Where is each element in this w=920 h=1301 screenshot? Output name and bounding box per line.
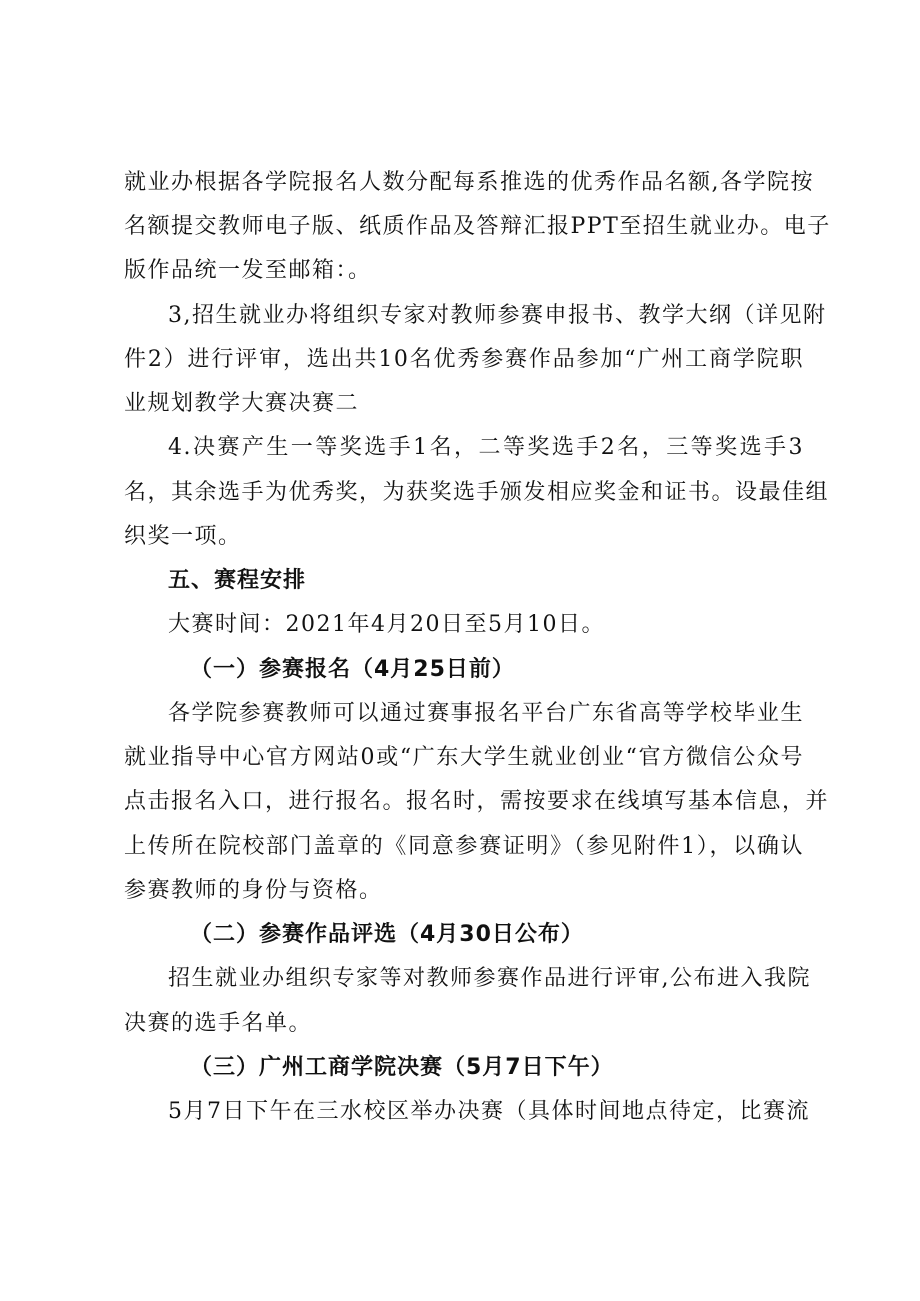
- paragraph-2-line-2: 件2）进行评审，选出共10名优秀参赛作品参加“广州工商学院职: [124, 347, 804, 372]
- paragraph-1-line-3: 版作品统一发至邮箱：。: [124, 258, 372, 283]
- paragraph-6-line-1: 招生就业办组织专家等对教师参赛作品进行评审,公布进入我院: [168, 966, 811, 991]
- paragraph-3-line-2: 名，其余选手为优秀奖，为获奖选手颁发相应奖金和证书。设最佳组: [124, 480, 830, 505]
- paragraph-5-line-3: 点击报名入口，进行报名。报名时，需按要求在线填写基本信息，并: [124, 789, 830, 814]
- subheading-registration: （一）参赛报名（4月25日前）: [190, 657, 515, 682]
- paragraph-5-line-2: 就业指导中心官方网站0或“广东大学生就业创业“官方微信公众号: [124, 745, 804, 770]
- paragraph-2-line-3: 业规划教学大赛决赛二: [124, 391, 360, 416]
- paragraph-1-line-2: 名额提交教师电子版、纸质作品及答辩汇报PPT至招生就业办。电子: [124, 214, 831, 239]
- subheading-final: （三）广州工商学院决赛（5月7日下午）: [190, 1055, 614, 1080]
- paragraph-5-line-5: 参赛教师的身份与资格。: [124, 878, 383, 903]
- paragraph-1-line-1: 就业办根据各学院报名人数分配每系推选的优秀作品名额,各学院按: [124, 170, 814, 195]
- paragraph-2-line-1: 3,招生就业办将组织专家对教师参赛申报书、教学大纲（详见附: [168, 303, 827, 328]
- competition-time: 大赛时间：2021年4月20日至5月10日。: [168, 612, 605, 637]
- paragraph-5-line-1: 各学院参赛教师可以通过赛事报名平台广东省高等学校毕业生: [168, 701, 804, 726]
- paragraph-3-line-3: 织奖一项。: [124, 524, 242, 549]
- paragraph-3-line-1: 4.决赛产生一等奖选手1名，二等奖选手2名，三等奖选手3: [168, 435, 804, 460]
- section-heading-schedule: 五、赛程安排: [168, 568, 307, 593]
- paragraph-7-line-1: 5月7日下午在三水校区举办决赛（具体时间地点待定，比赛流: [168, 1099, 810, 1124]
- paragraph-5-line-4: 上传所在院校部门盖章的《同意参赛证明》（参见附件1），以确认: [124, 834, 804, 859]
- paragraph-6-line-2: 决赛的选手名单。: [124, 1011, 313, 1036]
- subheading-evaluation: （二）参赛作品评选（4月30日公布）: [190, 922, 584, 947]
